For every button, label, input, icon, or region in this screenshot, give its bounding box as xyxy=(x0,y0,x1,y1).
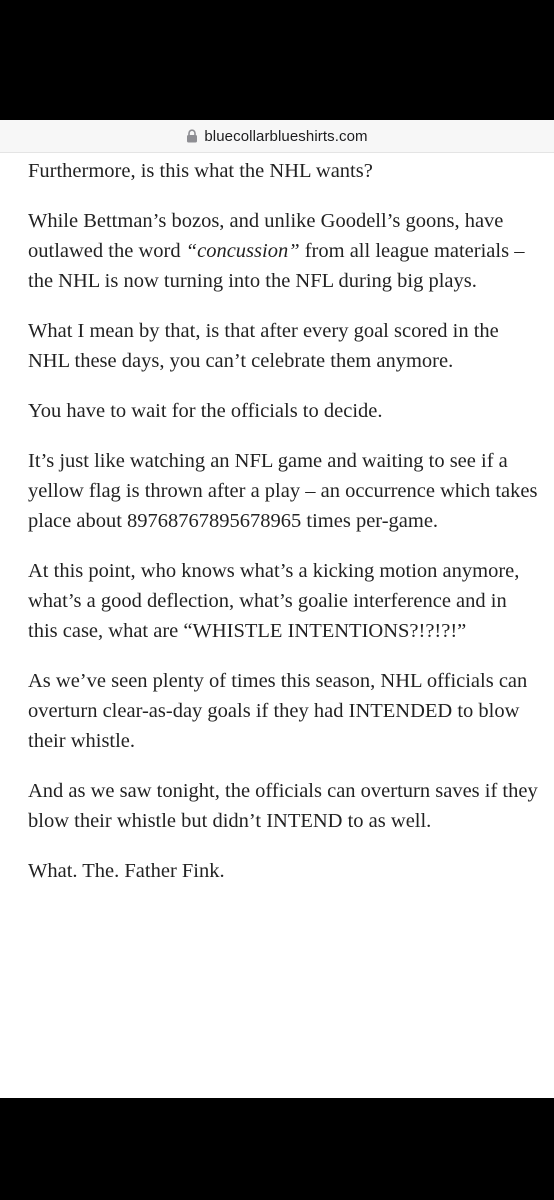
address-bar[interactable] xyxy=(0,120,554,153)
paragraph-7: As we’ve seen plenty of times this season, NHL officials can overturn clear-as-day goals if they had INTENDED to blow their whistle. xyxy=(28,670,528,752)
paragraph-1: Furthermore, is this what the NHL wants? xyxy=(28,160,373,182)
paragraph-3: What I mean by that, is that after every goal scored in the NHL these days, you can’t celebrate them anymore. xyxy=(28,320,499,372)
paragraph-6: At this point, who knows what’s a kicking motion anymore, what’s a good deflection, what’s goalie interference and in this case, what are “WHISTLE INTENTIONS?!?!?!” xyxy=(28,560,520,642)
browser-page xyxy=(0,120,554,1098)
paragraph-2-start: While Bettman’s bozos, and unlike Goodell’s goons, have outlawed the word xyxy=(28,210,504,262)
paragraph-8: And as we saw tonight, the officials can overturn saves if they blow their whistle but didn’t INTEND to as well. xyxy=(28,780,538,832)
paragraph-5: It’s just like watching an NFL game and waiting to see if a yellow flag is thrown after a play – an occurrence which takes place about 89768767895678965 times per-game. xyxy=(28,450,538,532)
lock-icon xyxy=(186,129,198,143)
concussion-emphasis: “concussion” xyxy=(185,240,300,262)
paragraph-2 xyxy=(28,206,538,296)
top-black-bar xyxy=(0,0,554,120)
url-text: bluecollarblueshirts.com xyxy=(204,127,368,145)
paragraph-4: You have to wait for the officials to decide. xyxy=(28,400,383,422)
paragraph-9: What. The. Father Fink. xyxy=(28,860,225,882)
paragraph-2-end: from all league materials – the NHL is now turning into the NFL during big plays. xyxy=(28,240,525,292)
bottom-black-bar xyxy=(0,1098,554,1200)
article-body xyxy=(28,156,538,906)
